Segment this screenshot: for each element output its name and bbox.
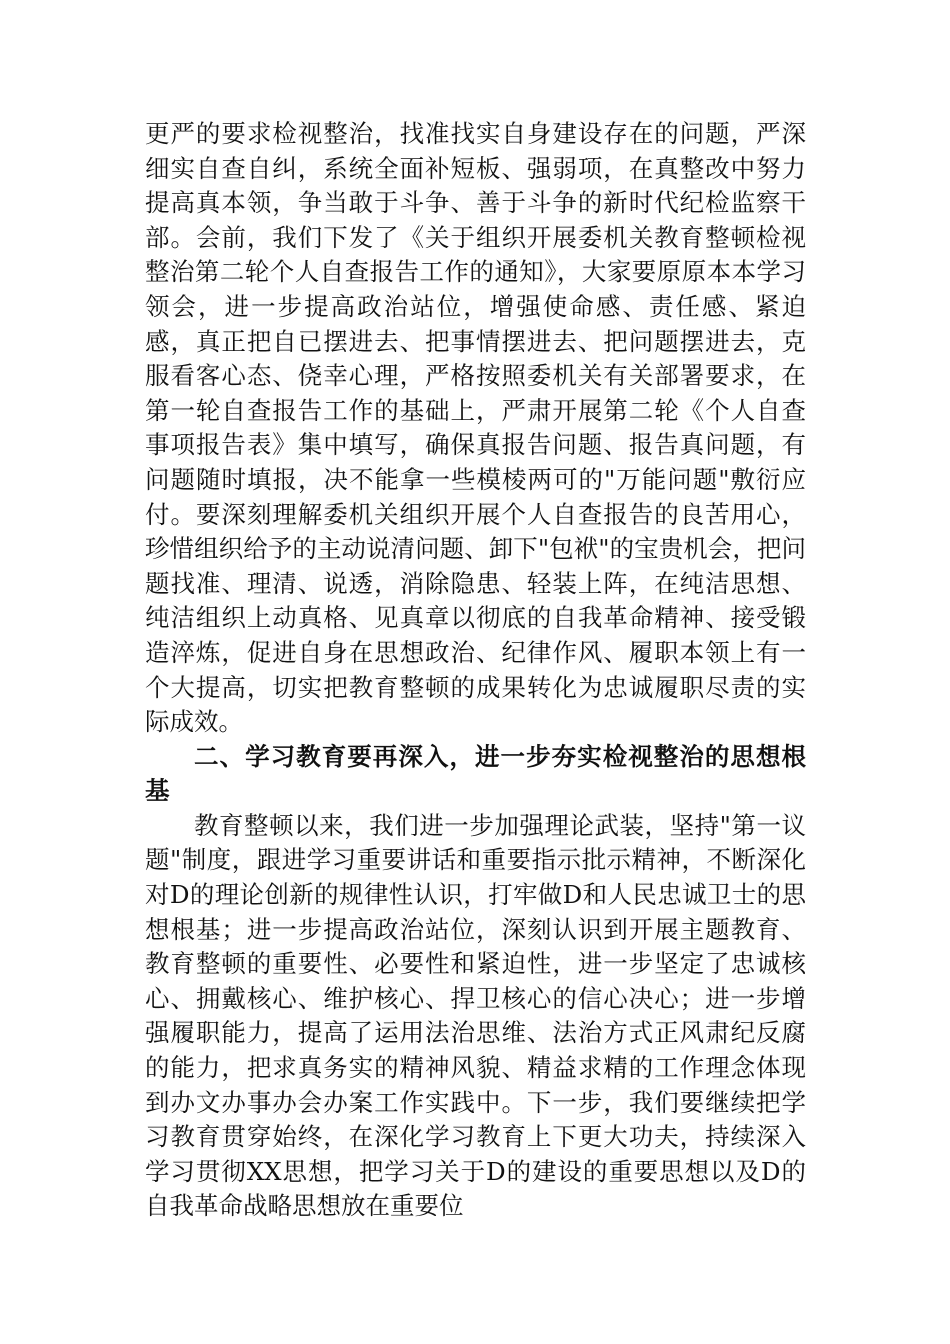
document-body [145,117,806,1224]
body-paragraph-2: 教育整顿以来，我们进一步加强理论武装，坚持"第一议题"制度，跟进学习重要讲话和重要指示批示精神，不断深化对D的理论创新的规律性认识，打牢做D和人民忠诚卫士的思想根基；进一步提高政治站位，深刻认识到开展主题教育、教育整顿的重要性、必要性和紧迫性，进一步坚定了忠诚核心、拥戴核心、维护核心、捍卫核心的信心决心；进一步增强履职能力，提高了运用法治思维、法治方式正风肃纪反腐的能力，把求真务实的精神风貌、精益求精的工作理念体现到办文办事办会办案工作实践中。下一步，我们要继续把学习教育贯穿始终，在深化学习教育上下更大功夫，持续深入学习贯彻XX思想，把学习关于D的建设的重要思想以及D的自我革命战略思想放在重要位 [145,810,806,1221]
section-heading-2: 二、学习教育要再深入，进一步夯实检视整治的思想根基 [145,741,806,806]
body-paragraph-1: 更严的要求检视整治，找准找实自身建设存在的问题，严深细实自查自纠，系统全面补短板、强弱项，在真整改中努力提高真本领，争当敢于斗争、善于斗争的新时代纪检监察干部。会前，我们下发了《关于组织开展委机关教育整顿检视整治第二轮个人自查报告工作的通知》，大家要原原本本学习领会，进一步提高政治站位，增强使命感、责任感、紧迫感，真正把自已摆进去、把事情摆进去、把问题摆进去，克服看客心态、侥幸心理，严格按照委机关有关部署要求，在第一轮自查报告工作的基础上，严肃开展第二轮《个人自查事项报告表》集中填写，确保真报告问题、报告真问题，有问题随时填报，决不能拿一些模棱两可的"万能问题"敷衍应付。要深刻理解委机关组织开展个人自查报告的良苦用心，珍惜组织给予的主动说清问题、卸下"包袱"的宝贵机会，把问题找准、理清、说透，消除隐患、轻装上阵，在纯洁思想、纯洁组织上动真格、见真章以彻底的自我革命精神、接受锻造淬炼，促进自身在思想政治、纪律作风、履职本领上有一个大提高，切实把教育整顿的成果转化为忠诚履职尽责的实际成效。 [145,119,806,737]
